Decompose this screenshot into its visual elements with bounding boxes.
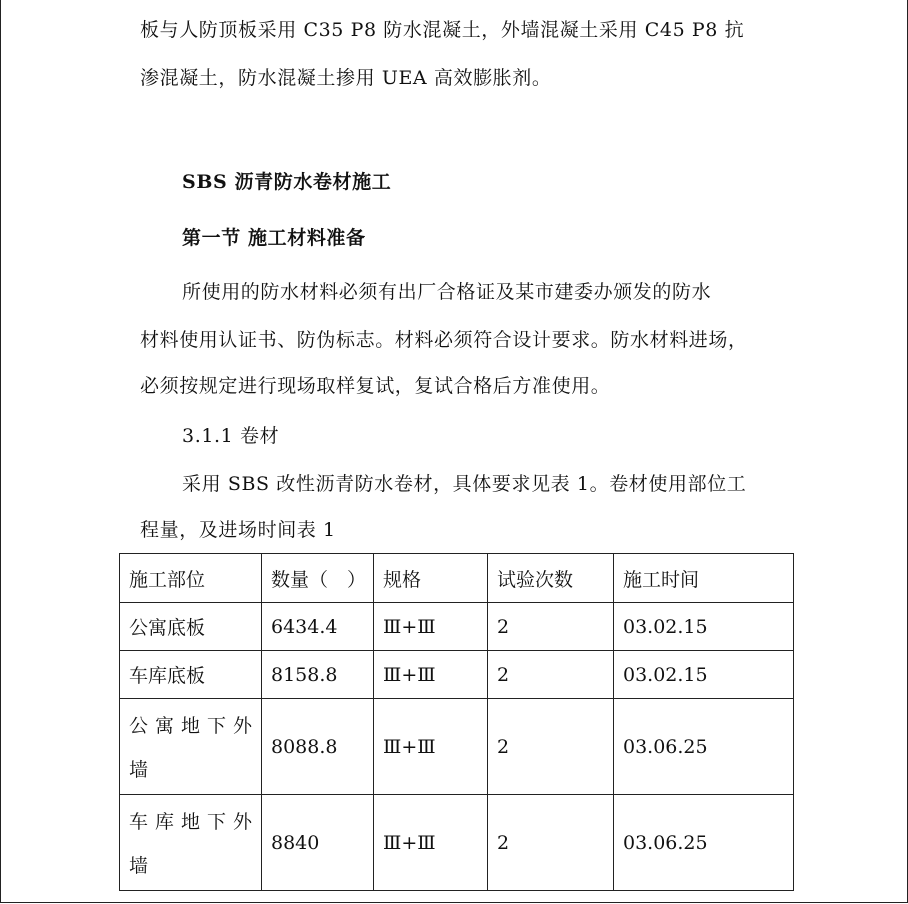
table-cell: 03.02.15 (614, 603, 794, 651)
table-row (120, 699, 794, 795)
table-cell: 车库底板 (120, 651, 262, 699)
table-cell: 车库地下外墙 (120, 795, 262, 891)
table-cell: Ⅲ+Ⅲ (374, 651, 488, 699)
table-cell: 2 (488, 651, 614, 699)
paragraph-line: 必须按规定进行现场取样复试，复试合格后方准使用。 (140, 375, 611, 397)
table-row (120, 795, 794, 891)
table-cell: 03.06.25 (614, 795, 794, 891)
table-cell: 03.06.25 (614, 699, 794, 795)
table-cell: Ⅲ+Ⅲ (374, 795, 488, 891)
table-row (120, 603, 794, 651)
table-header-cell: 规格 (374, 554, 488, 603)
table-cell: 2 (488, 795, 614, 891)
table-cell: 6434.4 (262, 603, 374, 651)
table-row (120, 651, 794, 699)
subsection-heading: 第一节 施工材料准备 (182, 227, 366, 249)
item-heading: 3.1.1 卷材 (182, 425, 280, 447)
materials-table (119, 553, 794, 891)
table-header-cell: 试验次数 (488, 554, 614, 603)
table-header-row (120, 554, 794, 603)
table-cell: 公寓底板 (120, 603, 262, 651)
table-cell: 公寓地下外墙 (120, 699, 262, 795)
table-cell: Ⅲ+Ⅲ (374, 699, 488, 795)
table-cell: 2 (488, 603, 614, 651)
paragraph-line: 程量，及进场时间表 1 (140, 519, 336, 541)
section-heading: SBS 沥青防水卷材施工 (182, 171, 392, 193)
paragraph-line: 板与人防顶板采用 C35 P8 防水混凝土，外墙混凝土采用 C45 P8 抗 (140, 19, 745, 41)
table-cell: 2 (488, 699, 614, 795)
table-header-cell: 施工时间 (614, 554, 794, 603)
table-header-cell: 数量（ ） (262, 554, 374, 603)
table-cell: Ⅲ+Ⅲ (374, 603, 488, 651)
table-header-cell: 施工部位 (120, 554, 262, 603)
paragraph-line: 材料使用认证书、防伪标志。材料必须符合设计要求。防水材料进场， (140, 329, 748, 351)
paragraph-line: 采用 SBS 改性沥青防水卷材，具体要求见表 1。卷材使用部位工 (182, 473, 747, 495)
table-cell: 03.02.15 (614, 651, 794, 699)
table-cell: 8088.8 (262, 699, 374, 795)
table-cell: 8158.8 (262, 651, 374, 699)
paragraph-line: 所使用的防水材料必须有出厂合格证及某市建委办颁发的防水 (182, 281, 712, 303)
paragraph-line: 渗混凝土，防水混凝土掺用 UEA 高效膨胀剂。 (140, 67, 552, 89)
table-cell: 8840 (262, 795, 374, 891)
